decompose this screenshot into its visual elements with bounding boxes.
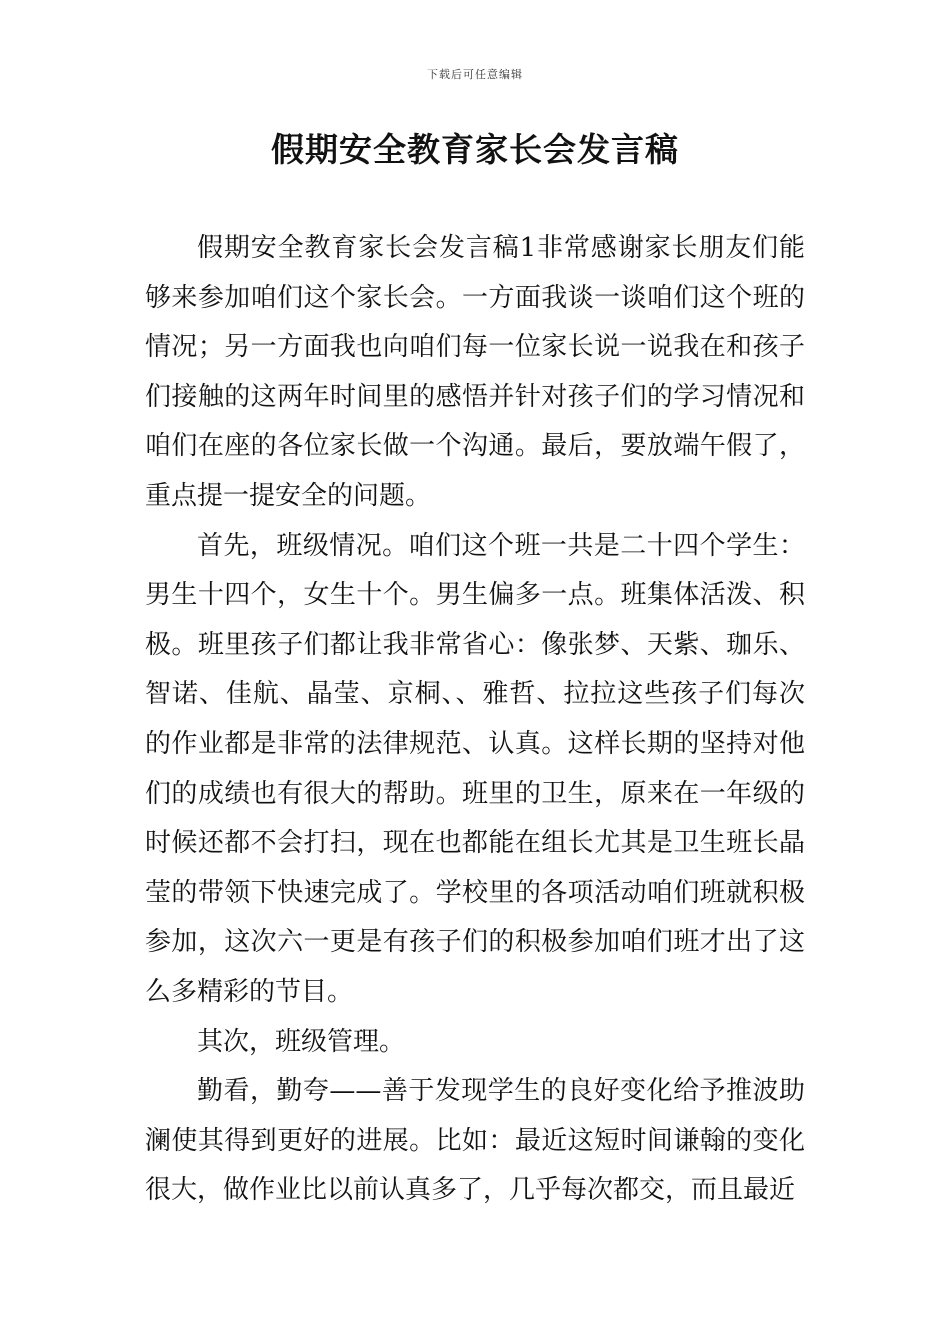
document-body — [145, 224, 805, 1216]
header-note: 下载后可任意编辑 — [427, 68, 523, 81]
paragraph: 假期安全教育家长会发言稿1非常感谢家长朋友们能够来参加咱们这个家长会。一方面我谈一谈咱们这个班的情况；另一方面我也向咱们每一位家长说一说我在和孩子们接触的这两年时间里的感悟并针对孩子们的学习情况和咱们在座的各位家长做一个沟通。最后，要放端午假了，重点提一提安全的问题。 — [145, 233, 805, 511]
document-title: 假期安全教育家长会发言稿 — [271, 130, 679, 169]
paragraph: 首先，班级情况。咱们这个班一共是二十四个学生：男生十四个，女生十个。男生偏多一点。班集体活泼、积极。班里孩子们都让我非常省心：像张梦、天紫、珈乐、智诺、佳航、晶莹、京桐、、雅哲、拉拉这些孩子们每次的作业都是非常的法律规范、认真。这样长期的坚持对他们的成绩也有很大的帮助。班里的卫生，原来在一年级的时候还都不会打扫，现在也都能在组长尤其是卫生班长晶莹的带领下快速完成了。学校里的各项活动咱们班就积极参加，这次六一更是有孩子们的积极参加咱们班才出了这么多精彩的节目。 — [145, 530, 805, 1007]
paragraph: 其次，班级管理。 — [197, 1026, 406, 1057]
paragraph: 勤看，勤夸——善于发现学生的良好变化给予推波助澜使其得到更好的进展。比如：最近这短时间谦翰的变化很大，做作业比以前认真多了，几乎每次都交，而且最近 — [145, 1076, 805, 1206]
